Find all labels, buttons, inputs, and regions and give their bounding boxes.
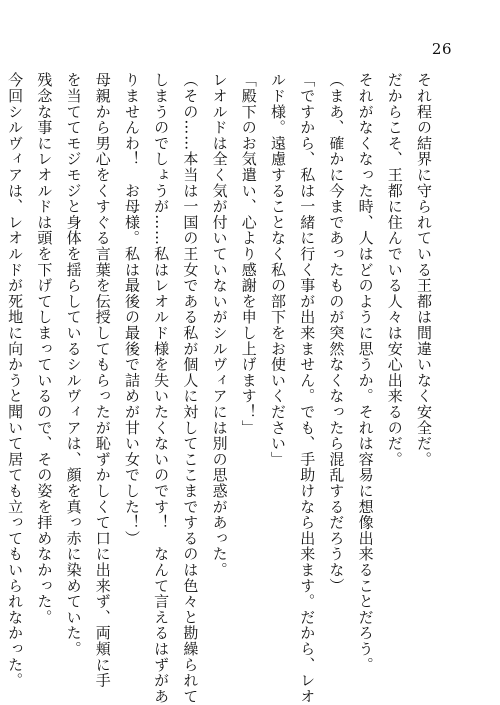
- text-line: レオルドは全く気が付いていないがシルヴィアには別の思惑があった。: [210, 72, 229, 578]
- page-number: 26: [431, 40, 452, 58]
- text-line: 「殿下のお気遣い、心より感謝を申し上げます！」: [239, 72, 258, 436]
- text-line: 母親から男心をくすぐる言葉を伝授してもらったが恥ずかしくて口に出来ず、両頬に手: [93, 72, 112, 689]
- text-line: ルド様。遠慮することなく私の部下をお使いください」: [268, 72, 287, 467]
- text-line: を当ててモジモジと身体を揺らしているシルヴィアは、顔を真っ赤に染めていた。: [64, 72, 83, 657]
- text-line: 残念な事にレオルドは頭を下げてしまっているので、その姿を拝めなかった。: [35, 72, 54, 625]
- text-line: （その……本当は一国の王女である私が個人に対してここまでするのは色々と勘繰られて: [181, 72, 200, 704]
- text-line: それ程の結界に守られている王都は間違いなく安全だ。: [415, 72, 433, 467]
- text-line: （まあ、確かに今まであったものが突然なくなったら混乱するだろうな）: [327, 72, 346, 594]
- text-line: しまうのでしょうが……私はレオルド様を失いたくないのです！ なんて言えるはずがあ: [152, 72, 171, 704]
- novel-text-body: [0, 72, 438, 704]
- text-line: それがなくなった時、人はどのように思うか。それは容易に想像出来ることだろう。: [356, 72, 375, 673]
- text-line: だからこそ、王都に住んでいる人々は安心出来るのだ。: [385, 72, 404, 467]
- text-line: りませんわ！ お母様。私は最後の最後で詰めが甘い女でした！）: [122, 72, 141, 546]
- text-line: 今回シルヴィアは、レオルドが死地に向かうと聞いて居ても立ってもいられなかった。: [6, 72, 25, 689]
- text-line: 「ですから、私は一緒に行く事が出来ません。でも、手助けなら出来ます。だから、レオ: [298, 72, 317, 704]
